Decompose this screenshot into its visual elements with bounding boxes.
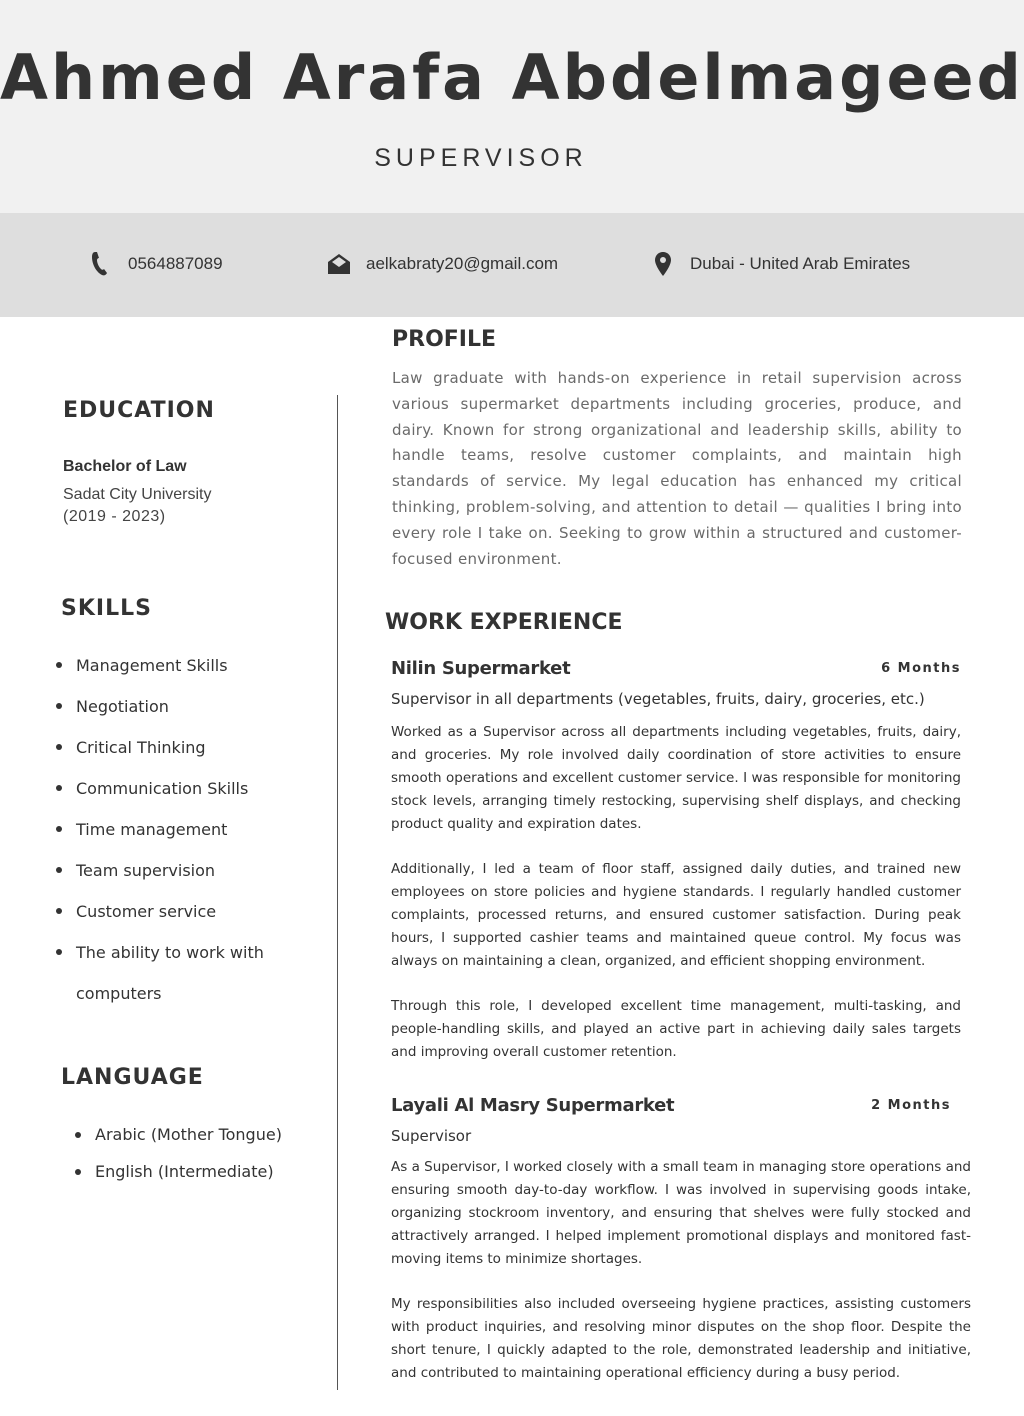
contact-phone: [88, 251, 223, 277]
education-years: (2019 - 2023): [63, 508, 166, 525]
work-experience-heading: WORK EXPERIENCE: [385, 610, 623, 635]
skill-item: Critical Thinking: [56, 727, 326, 768]
job-title: SUPERVISOR: [374, 144, 588, 172]
column-divider: [337, 395, 338, 1390]
email-address: aelkabraty20@gmail.com: [366, 254, 559, 273]
job-duration: 2 Months: [871, 1098, 951, 1113]
skills-list: [56, 645, 326, 1014]
education-heading: EDUCATION: [63, 398, 215, 423]
job-duration: 6 Months: [881, 661, 961, 676]
skill-item: Team supervision: [56, 850, 326, 891]
candidate-name: Ahmed Arafa Abdelmageed: [0, 41, 1024, 114]
language-list: [75, 1116, 282, 1190]
contact-bar: [0, 213, 1024, 317]
envelope-open-icon: [326, 251, 352, 277]
job-description: Additionally, I led a team of floor staff, assigned daily duties, and trained new employees on store policies and hygiene standards. I regularly handled customer complaints, processed returns, and ensured customer satisfaction. During peak hours, I supported cashier teams and maintained queue control. My focus was always on maintaining a clean, organized, and efficient shopping environment.: [391, 861, 961, 969]
job-description: My responsibilities also included overseeing hygiene practices, assisting customers with product inquiries, and resolving minor disputes on the shop floor. Despite the short tenure, I quickly adapted to the role, demonstrated leadership and initiative, and contributed to maintaining operational efficiency during a busy period.: [391, 1296, 971, 1381]
contact-location: [650, 251, 910, 277]
map-pin-icon: [650, 251, 676, 277]
education-school: Sadat City University: [63, 486, 212, 503]
phone-number: 0564887089: [128, 254, 223, 273]
job-company: Layali Al Masry Supermarket: [391, 1095, 675, 1116]
job-role: Supervisor in all departments (vegetables, fruits, dairy, groceries, etc.): [391, 690, 925, 708]
language-item: Arabic (Mother Tongue): [75, 1116, 282, 1153]
language-heading: LANGUAGE: [61, 1065, 204, 1090]
skill-item: The ability to work with computers: [56, 932, 326, 1014]
job-company: Nilin Supermarket: [391, 658, 571, 679]
skill-item: Communication Skills: [56, 768, 326, 809]
profile-heading: PROFILE: [392, 327, 497, 352]
skill-item: Management Skills: [56, 645, 326, 686]
language-item: English (Intermediate): [75, 1153, 282, 1190]
location-text: Dubai - United Arab Emirates: [690, 254, 911, 273]
job-description: Through this role, I developed excellent time management, multi-tasking, and people-handling skills, and played an active part in achieving daily sales targets and improving overall customer retention.: [391, 998, 961, 1060]
skill-item: Customer service: [56, 891, 326, 932]
skill-item: Time management: [56, 809, 326, 850]
job-description: As a Supervisor, I worked closely with a small team in managing store operations and ensuring smooth day-to-day workflow. I was involved in supervising goods intake, organizing stockroom inventory, and ensuring that shelves were fully stocked and attractively arranged. I helped implement promotional displays and monitored fast-moving items to minimize shortages.: [391, 1159, 971, 1267]
job-description: Worked as a Supervisor across all departments including vegetables, fruits, dairy, and groceries. My role involved daily coordination of store activities to ensure smooth operations and excellent customer service. I was responsible for monitoring stock levels, arranging timely restocking, supervising shelf displays, and checking product quality and expiration dates.: [391, 724, 961, 832]
skills-heading: SKILLS: [61, 596, 152, 621]
job-role: Supervisor: [391, 1127, 472, 1145]
contact-email: [326, 251, 558, 277]
skill-item: Negotiation: [56, 686, 326, 727]
resume-header: [0, 0, 1024, 213]
education-degree: Bachelor of Law: [63, 458, 187, 475]
phone-icon: [88, 251, 114, 277]
profile-summary: Law graduate with hands-on experience in retail supervision across various supermarket departments including groceries, produce, and dairy. Known for strong organizational and leadership skills, ability to handle teams, resolve customer complaints, and maintain high standards of service. My legal education has enhanced my critical thinking, problem-solving, and attention to detail — qualities I bring into every role I take on. Seeking to grow within a structured and customer-focused environment.: [392, 369, 962, 568]
